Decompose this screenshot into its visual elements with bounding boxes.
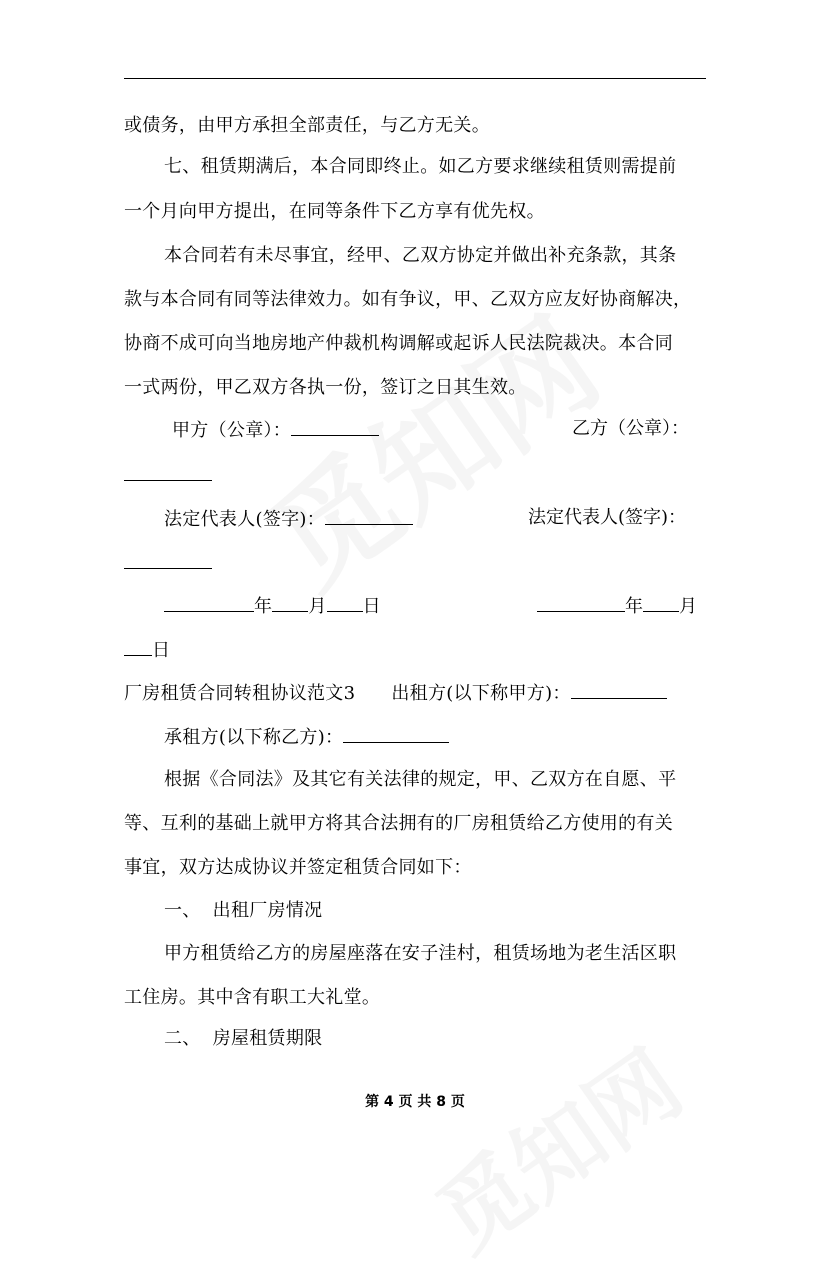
party-b-seal-blank-line: [124, 462, 212, 488]
paragraph-line: 或债务，由甲方承担全部责任，与乙方无关。: [124, 115, 490, 136]
party-b-seal-blank: [124, 462, 212, 481]
section-3-title-line: [124, 680, 667, 706]
legal-rep-b-blank-line: [124, 550, 212, 576]
date-a: [164, 593, 381, 619]
date-b-year-label: 年: [625, 596, 643, 617]
paragraph-line: 款与本合同有同等法律效力。如有争议，甲、乙双方应友好协商解决，: [124, 289, 692, 310]
party-b-seal-label: 乙方（公章）：: [572, 418, 689, 439]
date-b-day-blank: [124, 637, 152, 656]
paragraph-line: 根据《合同法》及其它有关法律的规定，甲、乙双方在自愿、平: [164, 769, 677, 790]
paragraph-line: 协商不成可向当地房地产仲裁机构调解或起诉人民法院裁决。本合同: [124, 333, 673, 354]
legal-rep-a: [164, 506, 413, 532]
section-heading-two: 二、 房屋租赁期限: [164, 1028, 323, 1049]
date-b-day-label: 日: [152, 640, 171, 661]
date-a-month-blank: [272, 593, 308, 612]
party-a-seal: [172, 417, 379, 443]
page-number: 第 4 页 共 8 页: [365, 1094, 465, 1110]
header-rule: [124, 78, 706, 79]
lessor-blank: [571, 680, 667, 699]
date-b-month-blank: [643, 593, 679, 612]
date-b-year-blank: [537, 593, 625, 612]
legal-rep-a-label: 法定代表人(签字)：: [164, 509, 326, 530]
lessee-line: [164, 724, 449, 750]
paragraph-line: 事宜，双方达成协议并签定租赁合同如下：: [124, 857, 472, 878]
legal-rep-b-label: 法定代表人(签字)：: [528, 507, 687, 528]
date-a-year-blank: [164, 593, 254, 612]
date-a-day-blank: [327, 593, 363, 612]
lessee-label: 承租方(以下称乙方)：: [164, 727, 344, 748]
supplement-clause-line: 本合同若有未尽事宜，经甲、乙双方协定并做出补充条款，其条: [164, 245, 677, 266]
legal-rep-a-blank: [325, 506, 413, 525]
date-a-month-label: 月: [308, 596, 327, 617]
date-b: [537, 593, 697, 619]
section-heading-one: 一、 出租厂房情况: [164, 900, 323, 921]
watermark-lower: [407, 1014, 703, 1275]
lessor-label: 出租方(以下称甲方)：: [391, 683, 571, 704]
date-b-day-line: [124, 637, 170, 663]
paragraph-line: 等、互利的基础上就甲方将其合法拥有的厂房租赁给乙方使用的有关: [124, 813, 673, 834]
watermark: [233, 272, 627, 619]
paragraph-line: 甲方租赁给乙方的房屋座落在安子洼村，租赁场地为老生活区职: [164, 943, 677, 964]
paragraph-line: 一式两份，甲乙双方各执一份，签订之日其生效。: [124, 377, 527, 398]
date-b-month-label: 月: [679, 596, 697, 617]
paragraph-line: 工住房。其中含有职工大礼堂。: [124, 987, 381, 1008]
paragraph-line: 一个月向甲方提出，在同等条件下乙方享有优先权。: [124, 201, 545, 222]
date-a-year-label: 年: [254, 596, 273, 617]
section-3-title: 厂房租赁合同转租协议范文3: [124, 683, 356, 704]
date-a-day-label: 日: [362, 596, 381, 617]
party-a-seal-label: 甲方（公章）：: [172, 420, 292, 441]
clause-seven-line: 七、租赁期满后，本合同即终止。如乙方要求继续租赁则需提前: [164, 156, 677, 177]
lessee-blank: [343, 724, 449, 743]
legal-rep-b-blank: [124, 550, 212, 569]
party-a-seal-blank: [291, 417, 379, 436]
